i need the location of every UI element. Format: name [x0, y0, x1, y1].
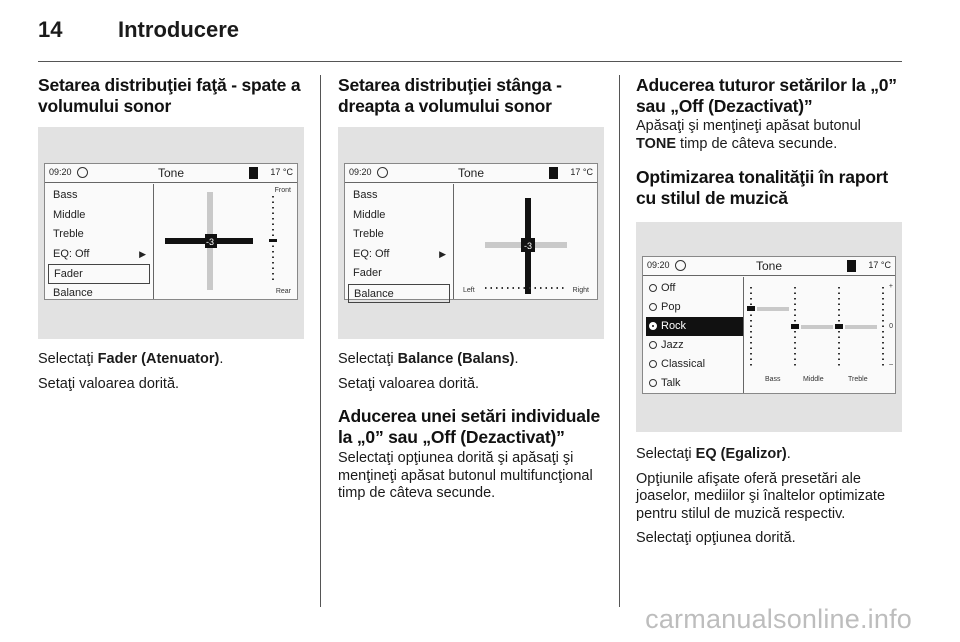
option-label: Off — [661, 282, 676, 294]
front-label: Front — [274, 187, 291, 194]
text-span: . — [219, 351, 224, 367]
radio-icon — [649, 379, 657, 387]
eq-options — [646, 279, 743, 393]
text-span: timp de câteva secunde. — [676, 135, 838, 152]
eq-option-off[interactable] — [646, 279, 743, 298]
screen-title: Tone — [457, 166, 485, 180]
menu-item-label: EQ: Off — [353, 247, 390, 260]
panel-divider — [743, 277, 744, 393]
band-label-bass: Bass — [765, 376, 781, 383]
option-label: Rock — [661, 320, 687, 332]
section-heading: Setarea distribuţiei stânga - dreapta a volumului sonor — [338, 75, 562, 116]
eq-option-jazz[interactable] — [646, 336, 743, 355]
column-eq-text — [636, 446, 904, 548]
status-bar — [45, 164, 297, 183]
select-instruction — [636, 446, 904, 464]
column-fader — [38, 75, 306, 117]
reset-all-instruction — [636, 118, 904, 153]
status-bar — [345, 164, 597, 183]
rear-label: Rear — [275, 288, 291, 295]
section-heading: Aducerea unei setări individuale la „0” sau „Off (Dezactivat)” — [338, 406, 601, 447]
balance-graph — [455, 184, 597, 299]
text-span: Selectaţi — [338, 351, 398, 367]
section-heading: Setarea distribuţiei faţă - spate a volumului sonor — [38, 75, 301, 116]
menu-item-eq[interactable] — [348, 245, 450, 265]
scale-plus: + — [888, 283, 893, 290]
text-span: . — [514, 351, 519, 367]
text-span: Apăsaţi şi menţineţi apăsat butonul — [636, 118, 861, 134]
chapter-title: Introducere — [118, 17, 240, 42]
menu-item-bass[interactable]: Bass — [53, 189, 78, 201]
fader-value: -3 — [205, 237, 215, 247]
arrow-right-icon: ▶ — [439, 248, 446, 259]
menu-item-middle[interactable]: Middle — [353, 208, 386, 221]
select-instruction — [38, 351, 308, 369]
right-label: Right — [572, 287, 589, 294]
tone-menu — [48, 186, 150, 303]
display-screen — [44, 163, 298, 300]
select-instruction — [338, 351, 606, 369]
option-label: Classical — [661, 358, 706, 370]
radio-selected-icon — [649, 322, 657, 330]
temperature: 17 °C — [570, 167, 593, 177]
radio-icon — [649, 341, 657, 349]
eq-bands-graph — [745, 277, 895, 392]
panel-divider — [453, 184, 454, 299]
clock-time: 09:20 — [349, 167, 372, 177]
option-label: Jazz — [661, 339, 684, 351]
left-label: Left — [463, 287, 475, 294]
display-screen — [344, 163, 598, 300]
menu-item-fader[interactable]: Fader — [353, 267, 382, 279]
balance-value: -3 — [523, 241, 533, 251]
clock-time: 09:20 — [647, 260, 670, 270]
radio-icon — [649, 360, 657, 368]
column-eq — [636, 75, 904, 209]
section-heading: Optimizarea tonalităţii în raport cu stilul de muzică — [636, 167, 889, 208]
header-rule — [38, 61, 902, 62]
text-span: Selectaţi — [636, 446, 696, 462]
option-name: Balance (Balans) — [397, 351, 515, 367]
screen-title: Tone — [157, 166, 185, 180]
screen-illustration-eq — [636, 222, 902, 432]
eq-option-rock[interactable] — [646, 317, 743, 336]
menu-item-eq[interactable] — [48, 245, 150, 265]
menu-item-balance[interactable]: Balance — [53, 286, 93, 299]
radio-icon — [649, 303, 657, 311]
option-name: Fader (Atenuator) — [97, 351, 220, 367]
column-divider — [320, 75, 321, 607]
section-heading: Aducerea tuturor setărilor la „0” sau „Off (Dezactivat)” — [636, 75, 897, 116]
panel-divider — [153, 184, 154, 299]
radio-icon — [649, 284, 657, 292]
screen-title: Tone — [755, 259, 783, 273]
scale-zero: 0 — [889, 323, 893, 330]
watermark: carmanualsonline.info — [645, 604, 912, 634]
band-label-treble: Treble — [848, 376, 868, 383]
option-label: Pop — [661, 301, 681, 313]
button-name: TONE — [636, 135, 677, 152]
clock-time: 09:20 — [49, 167, 72, 177]
column-divider — [619, 75, 620, 607]
presets-description: Opţiunile afişate oferă presetări ale joaselor, mediilor şi înaltelor optimizate pentru stilul de muzică respectiv. — [636, 470, 886, 522]
tone-menu — [348, 186, 450, 303]
arrow-right-icon: ▶ — [139, 248, 146, 259]
text-span: Selectaţi — [38, 351, 98, 367]
column-balance — [338, 75, 606, 117]
menu-item-treble[interactable]: Treble — [53, 228, 84, 240]
choose-option-instruction: Selectaţi opţiunea dorită. — [636, 530, 796, 546]
menu-item-label: EQ: Off — [53, 247, 90, 260]
menu-item-treble[interactable]: Treble — [353, 228, 384, 240]
text-span: . — [786, 446, 791, 462]
status-bar — [643, 257, 895, 276]
menu-item-fader[interactable]: Fader — [48, 264, 150, 284]
screen-illustration-balance — [338, 127, 604, 339]
eq-option-pop[interactable] — [646, 298, 743, 317]
band-label-middle: Middle — [803, 376, 824, 383]
phone-icon — [249, 167, 258, 179]
column-balance-text — [338, 351, 606, 503]
phone-icon — [847, 260, 856, 272]
screen-illustration-fader — [38, 127, 304, 339]
set-value-instruction: Setaţi valoarea dorită. — [338, 375, 480, 392]
eq-option-talk[interactable] — [646, 374, 743, 393]
page-number: 14 — [38, 17, 63, 42]
temperature: 17 °C — [868, 260, 891, 270]
scale-minus: – — [889, 361, 893, 368]
column-fader-text — [38, 351, 308, 393]
fader-graph — [155, 184, 297, 299]
option-name: EQ (Egalizor) — [695, 446, 787, 462]
reset-individual-instruction: Selectaţi opţiunea dorită şi apăsaţi şi menţineţi apăsat butonul multifuncţional timp de câteva secunde. — [338, 450, 593, 501]
option-label: Talk — [661, 377, 681, 389]
set-value-instruction: Setaţi valoarea dorită. — [38, 375, 180, 392]
temperature: 17 °C — [270, 167, 293, 177]
menu-item-bass[interactable]: Bass — [353, 189, 378, 201]
page-header — [0, 0, 960, 62]
eq-option-classical[interactable] — [646, 355, 743, 374]
phone-icon — [549, 167, 558, 179]
display-screen — [642, 256, 896, 394]
menu-item-middle[interactable]: Middle — [53, 208, 86, 221]
menu-item-balance[interactable]: Balance — [348, 284, 450, 304]
